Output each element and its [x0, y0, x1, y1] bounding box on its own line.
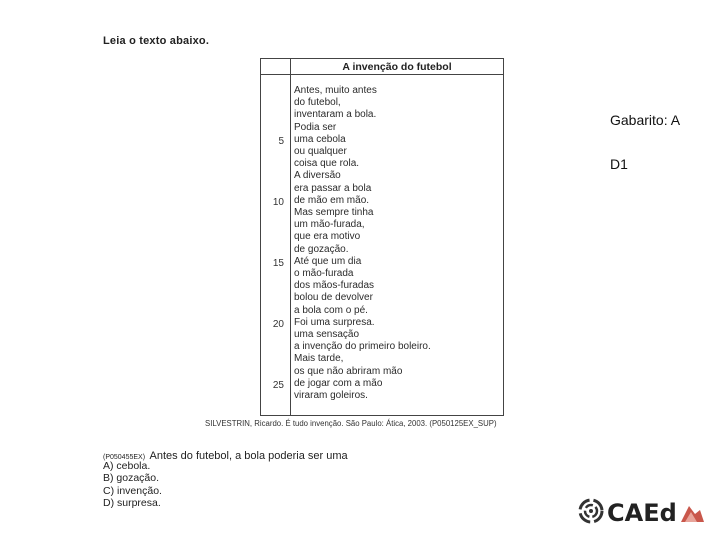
caed-swirl-icon: [577, 494, 705, 528]
logo-text: CAEd: [607, 499, 677, 527]
instruction-text: Leia o texto abaixo.: [103, 35, 210, 47]
poem-line: uma sensação: [294, 329, 360, 341]
poem-line: que era motivo: [294, 231, 361, 243]
poem-line: inventaram a bola.: [294, 109, 377, 121]
line-numbers: [261, 75, 290, 415]
option-c: C) invenção.: [103, 484, 162, 497]
line-number-5: 5: [278, 136, 284, 147]
poem-line: ou qualquer: [294, 146, 347, 158]
poem-line: do futebol,: [294, 97, 341, 109]
poem-line: A diversão: [294, 170, 341, 182]
poem-line: os que não abriram mão: [294, 365, 403, 377]
question-text: Antes do futebol, a bola poderia ser uma: [149, 450, 348, 462]
answer-options: [103, 460, 162, 510]
answer-key: Gabarito: A: [610, 112, 681, 128]
poem-line: dos mãos-furadas: [294, 280, 375, 292]
poem-line: viraram goleiros.: [294, 390, 368, 402]
poem-line: a invenção do primeiro boleiro.: [294, 341, 431, 353]
poem-line: uma cebola: [294, 133, 346, 145]
poem-line: Até que um dia: [294, 255, 362, 267]
question-code: (P050455EX): [103, 454, 146, 461]
line-number-divider: [290, 59, 291, 415]
poem-line: de gozação.: [294, 243, 349, 255]
poem-line: Mas sempre tinha: [294, 207, 374, 219]
poem-line: Podia ser: [294, 121, 337, 133]
line-number-25: 25: [272, 380, 284, 391]
poem-line: Mais tarde,: [294, 353, 344, 365]
poem-line: coisa que rola.: [294, 158, 360, 170]
poem-line: Foi uma surpresa.: [294, 316, 375, 328]
poem-line: era passar a bola: [294, 182, 372, 194]
poem-line: bolou de devolver: [294, 292, 373, 304]
poem-line: Antes, muito antes: [294, 85, 377, 96]
poem-line: a bola com o pé.: [294, 304, 368, 316]
line-number-10: 10: [272, 197, 284, 208]
poem-title: A invenção do futebol: [342, 61, 452, 73]
option-d: D) surpresa.: [103, 497, 161, 510]
poem-line: de mão em mão.: [294, 194, 370, 206]
poem-text: [294, 85, 431, 402]
descriptor-code: D1: [610, 156, 628, 172]
poem-box: [260, 58, 504, 416]
poem-line: um mão-furada,: [294, 219, 365, 231]
caed-logo: [577, 494, 705, 528]
option-b: B) gozação.: [103, 472, 160, 485]
line-number-20: 20: [272, 319, 284, 330]
poem-line: o mão-furada: [294, 268, 354, 280]
poem-title-row: [261, 59, 503, 75]
option-a: A) cebola.: [103, 460, 151, 472]
line-number-15: 15: [272, 258, 284, 269]
poem-line: de jogar com a mão: [294, 377, 383, 389]
poem-source-citation: SILVESTRIN, Ricardo. É tudo invenção. São Paulo: Ática, 2003. (P050125EX_SUP): [205, 419, 497, 428]
